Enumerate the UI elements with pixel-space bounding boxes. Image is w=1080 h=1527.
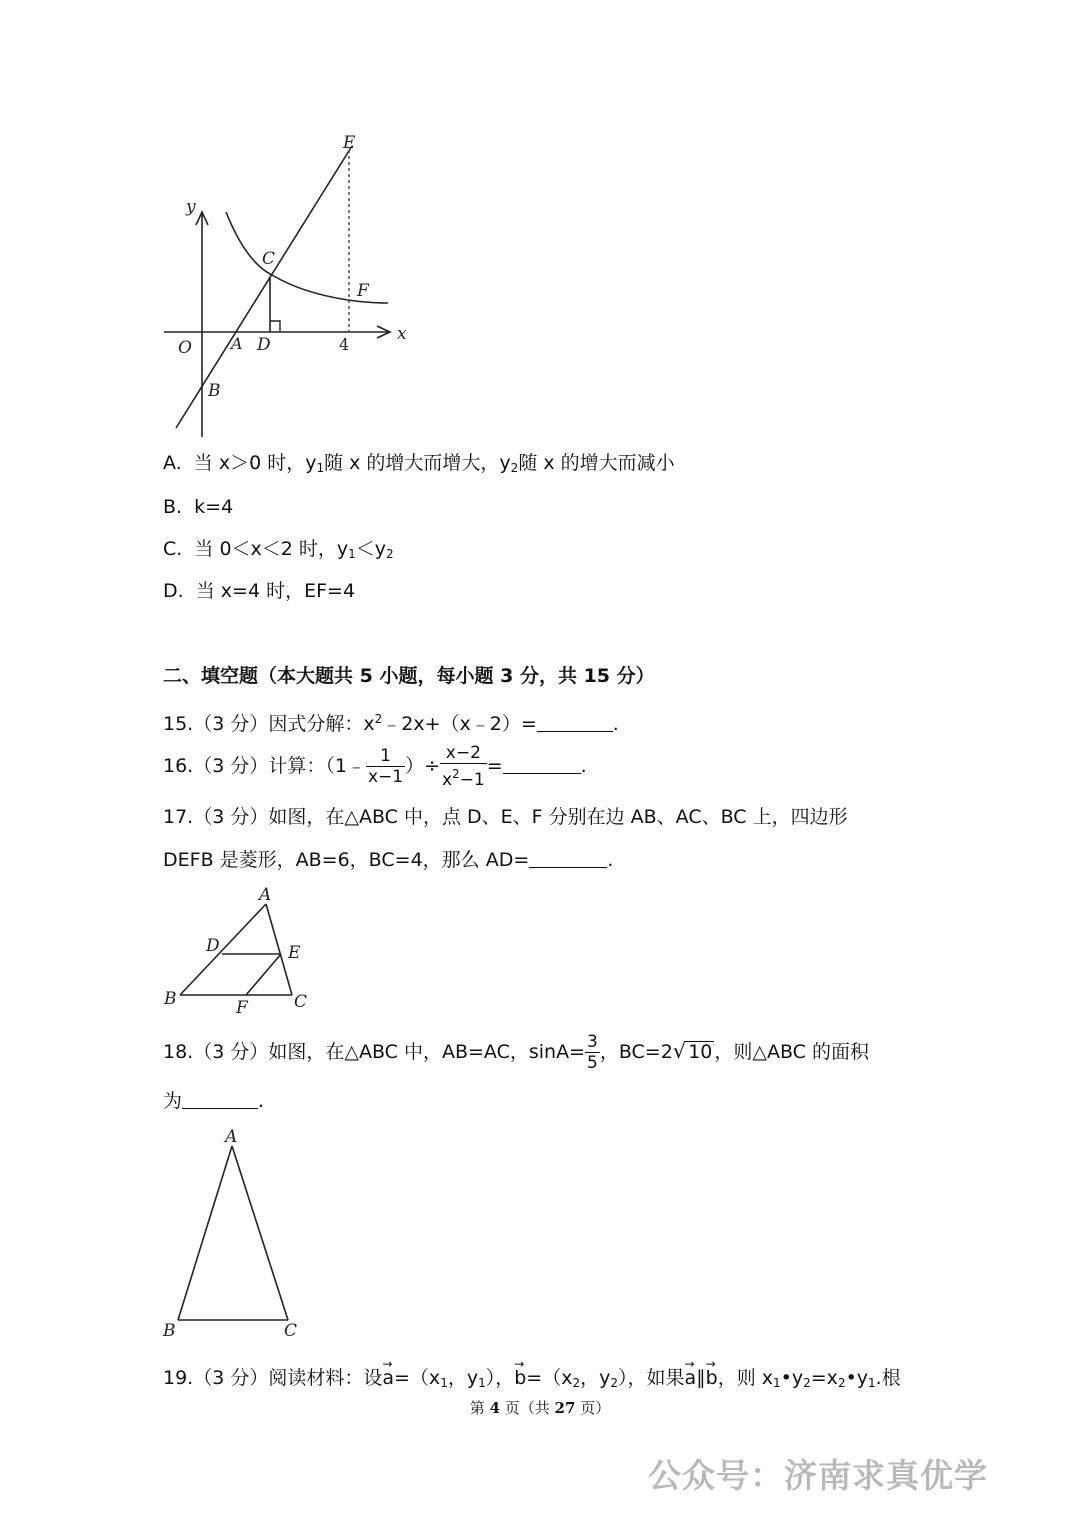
label-f: F <box>357 281 369 301</box>
label-c: C <box>294 992 308 1012</box>
answer-blank[interactable] <box>182 1090 258 1109</box>
label-o: O <box>178 338 192 358</box>
label-d: D <box>257 335 271 355</box>
option-b: B. k=4 <box>163 496 234 518</box>
segment-ef <box>246 954 281 995</box>
option-a: A. 当 x＞0 时，$y_1$随 x 的增大而增大，$y_2$随 x 的增大而减小 <box>163 452 675 475</box>
option-c: C. 当 0＜x＜2 时，$y_1<y_2$ <box>163 538 394 561</box>
question-17-line-2: DEFB 是菱形，AB=6，BC=4，那么 AD= . <box>163 849 614 871</box>
answer-blank[interactable] <box>503 755 581 774</box>
label-x: x <box>397 324 407 344</box>
question-18-line-2: 为 . <box>163 1090 265 1112</box>
option-d: D. 当 x=4 时，EF=4 <box>163 580 356 602</box>
label-c: C <box>284 1321 298 1341</box>
question-15: 15.（3 分）因式分解：$x^2﹣2x+(x﹣2)=$ . <box>163 712 619 735</box>
fraction-3-5: $\frac{3}{5}$ <box>586 1032 598 1073</box>
section-heading: 二、填空题（本大题共 5 小题，每小题 3 分，共 15 分） <box>163 665 655 687</box>
label-b: B <box>163 1321 176 1341</box>
page-footer: 第 4 页（共 27 页） <box>469 1399 611 1417</box>
label-e: E <box>343 133 356 153</box>
fraction-2: $\frac{x-2}{x^2-1}$ <box>441 743 485 790</box>
side-ab <box>178 1146 232 1320</box>
label-a: A <box>225 1127 238 1147</box>
question-18-line-1: 18.（3 分）如图，在△ABC 中，AB=AC，sinA= $\frac{3}{5}$ ，BC=2√ 10 ，则△ABC 的面积 <box>163 1032 869 1073</box>
question-19: 19.（3 分）阅读材料：设→ $a=(x_1$，$y_1$），→ $b=(x_2$，$y_2$），如果→ a∥→ b，则 $x_1•y_2=x_2•y_1$.根 <box>163 1365 901 1396</box>
question-16: 16.（3 分）计算：（1﹣ $\frac{1}{x-1}$ ）÷ $\frac{x-2}{x^2-1}$ = . <box>163 743 587 790</box>
label-4: 4 <box>339 335 350 354</box>
watermark: 公众号：济南求真优学 <box>648 1456 988 1495</box>
fraction-1: $\frac{1}{x-1}$ <box>367 746 404 787</box>
side-ab <box>180 904 266 995</box>
figure-triangle-rhombus <box>155 880 325 1020</box>
figure-graph-1 <box>150 125 420 445</box>
label-b: B <box>208 381 221 401</box>
answer-blank[interactable] <box>537 713 613 732</box>
label-a: A <box>231 334 243 353</box>
label-d: D <box>206 936 220 956</box>
side-ac <box>232 1146 288 1320</box>
label-f: F <box>236 998 248 1018</box>
figure-isosceles-triangle <box>155 1120 315 1350</box>
label-e: E <box>288 943 301 963</box>
label-y: y <box>186 197 196 217</box>
label-a: A <box>259 885 272 905</box>
right-angle-mark <box>270 321 280 332</box>
label-b: B <box>164 989 177 1009</box>
answer-blank[interactable] <box>529 849 607 868</box>
label-c: C <box>262 249 276 269</box>
question-17-line-1: 17.（3 分）如图，在△ABC 中，点 D、E、F 分别在边 AB、AC、BC 上，四边形 <box>163 806 848 828</box>
